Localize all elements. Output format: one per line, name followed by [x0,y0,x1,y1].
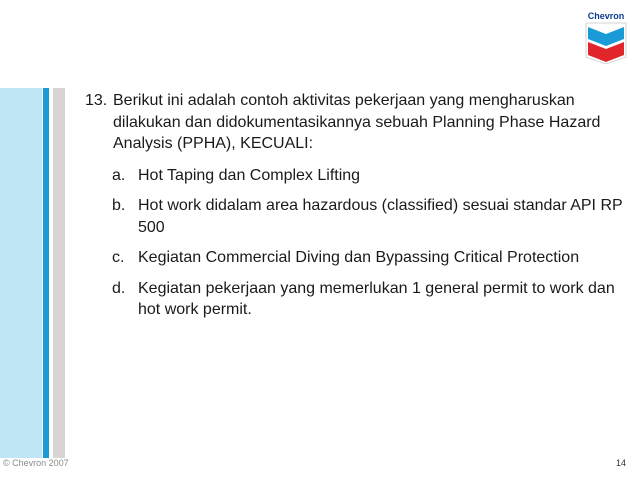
question-number: 13. [85,92,108,109]
option-letter: d. [112,279,126,297]
option-text: Hot Taping dan Complex Lifting [138,166,361,184]
question-text: Berikut ini adalah contoh aktivitas pekerjaan yang mengharuskan dilakukan dan didokumentasikannya sebuah Planning Phase Hazard Analysis (PPHA), KECUALI: [113,92,601,152]
left-band-grey [53,88,65,458]
question-block [85,90,625,321]
option-letter: a. [112,166,126,184]
left-band-blue [43,88,49,458]
question [85,90,625,155]
option-b [112,195,625,238]
page-number: 14 [615,458,626,468]
logo-wordmark: Chevron [587,11,625,21]
chevron-logo [582,9,630,65]
option-d [112,278,625,321]
left-band-light [0,88,42,458]
option-c [112,247,625,269]
option-text: Kegiatan Commercial Diving dan Bypassing Critical Protection [138,249,580,266]
option-letter: b. [112,197,126,214]
option-a [112,165,625,187]
copyright: © Chevron 2007 [3,458,69,468]
option-letter: c. [112,249,125,266]
option-text: Kegiatan pekerjaan yang memerlukan 1 general permit to work dan hot work permit. [138,279,615,318]
option-text: Hot work didalam area hazardous (classified) sesuai standar API RP 500 [138,197,623,236]
